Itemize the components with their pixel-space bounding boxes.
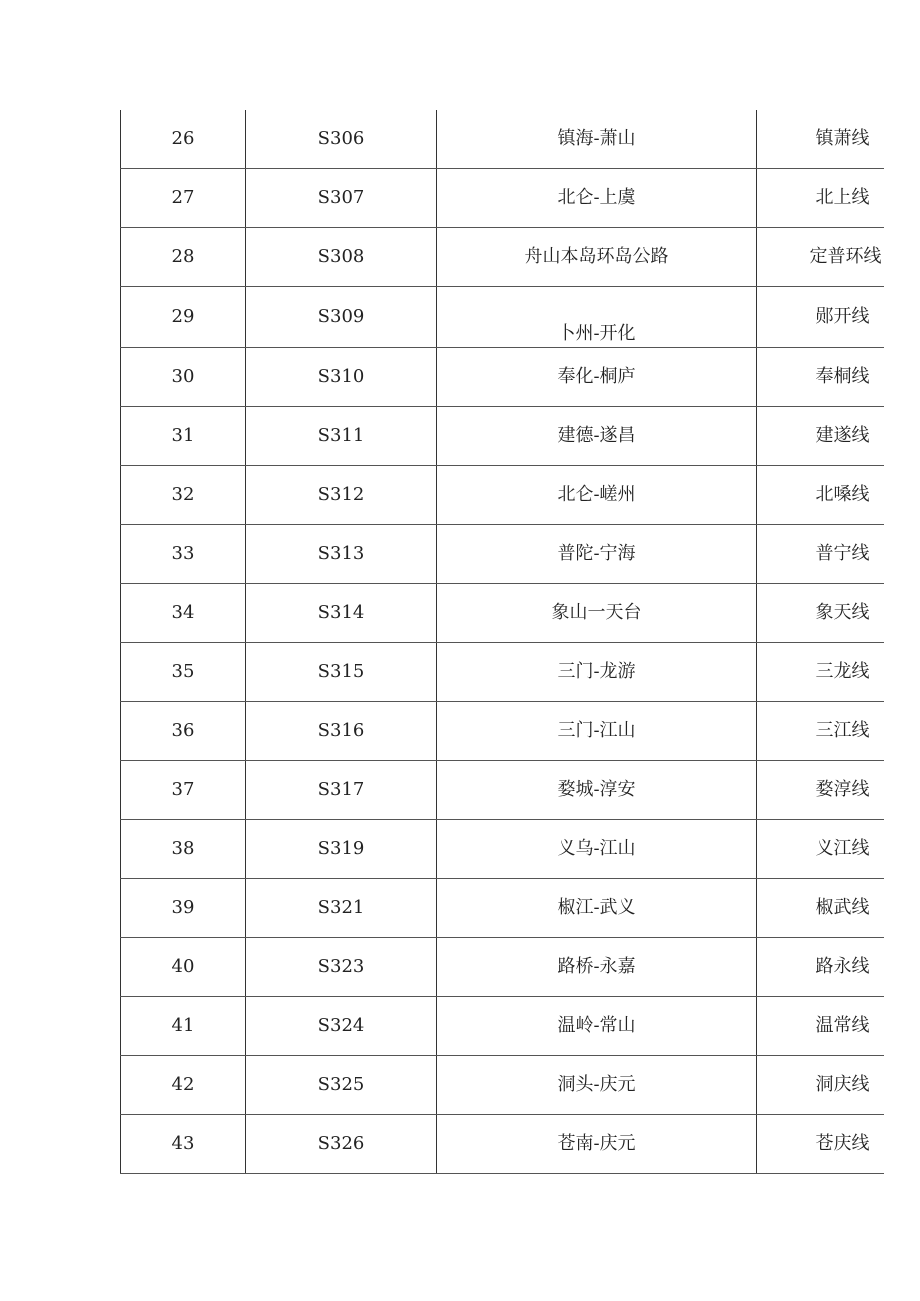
route-name: 郧开线: [757, 287, 884, 348]
route-name: 奉桐线: [757, 348, 884, 407]
road-code: S319: [246, 820, 437, 879]
row-number: 40: [121, 938, 246, 997]
road-code: S317: [246, 761, 437, 820]
route-endpoints: 普陀-宁海: [437, 525, 757, 584]
road-code: S326: [246, 1115, 437, 1174]
row-number: 30: [121, 348, 246, 407]
row-number: 41: [121, 997, 246, 1056]
table-row: [121, 879, 884, 938]
row-number: 36: [121, 702, 246, 761]
row-number: 32: [121, 466, 246, 525]
table-row: [121, 820, 884, 879]
route-endpoints: 舟山本岛环岛公路: [437, 228, 757, 287]
table-row: [121, 584, 884, 643]
table-row: [121, 525, 884, 584]
route-endpoints: 北仑-上虞: [437, 169, 757, 228]
route-endpoints: 婺城-淳安: [437, 761, 757, 820]
table-row: [121, 466, 884, 525]
row-number: 33: [121, 525, 246, 584]
row-number: 34: [121, 584, 246, 643]
table-row: [121, 702, 884, 761]
route-name: 三龙线: [757, 643, 884, 702]
route-name: 三江线: [757, 702, 884, 761]
row-number: 31: [121, 407, 246, 466]
route-endpoints: 椒江-武义: [437, 879, 757, 938]
road-code: S315: [246, 643, 437, 702]
table-row: [121, 228, 884, 287]
provincial-road-table: [120, 110, 884, 1174]
route-endpoints: 卜州-开化: [437, 287, 757, 348]
route-name: 路永线: [757, 938, 884, 997]
road-code: S316: [246, 702, 437, 761]
table-row: [121, 761, 884, 820]
route-endpoints: 苍南-庆元: [437, 1115, 757, 1174]
route-name: 镇萧线: [757, 110, 884, 169]
row-number: 27: [121, 169, 246, 228]
route-name: 建遂线: [757, 407, 884, 466]
road-code: S324: [246, 997, 437, 1056]
route-name: 象天线: [757, 584, 884, 643]
route-endpoints: 义乌-江山: [437, 820, 757, 879]
table-row: [121, 348, 884, 407]
road-code: S308: [246, 228, 437, 287]
route-endpoints: 北仑-嵯州: [437, 466, 757, 525]
route-endpoints: 洞头-庆元: [437, 1056, 757, 1115]
row-number: 37: [121, 761, 246, 820]
route-name: 婺淳线: [757, 761, 884, 820]
route-endpoints: 象山一天台: [437, 584, 757, 643]
route-name: 北嗓线: [757, 466, 884, 525]
road-code: S310: [246, 348, 437, 407]
row-number: 42: [121, 1056, 246, 1115]
road-code: S323: [246, 938, 437, 997]
road-code: S321: [246, 879, 437, 938]
route-name: 义江线: [757, 820, 884, 879]
road-code: S306: [246, 110, 437, 169]
road-code: S313: [246, 525, 437, 584]
table-row: [121, 287, 884, 348]
road-code: S314: [246, 584, 437, 643]
road-code: S307: [246, 169, 437, 228]
route-name: 普宁线: [757, 525, 884, 584]
table-row: [121, 110, 884, 169]
road-code: S311: [246, 407, 437, 466]
route-endpoints: 镇海-萧山: [437, 110, 757, 169]
row-number: 35: [121, 643, 246, 702]
table-row: [121, 1056, 884, 1115]
road-code: S325: [246, 1056, 437, 1115]
table-row: [121, 407, 884, 466]
route-endpoints: 三门-龙游: [437, 643, 757, 702]
route-endpoints: 路桥-永嘉: [437, 938, 757, 997]
row-number: 26: [121, 110, 246, 169]
route-endpoints: 温岭-常山: [437, 997, 757, 1056]
route-name: 苍庆线: [757, 1115, 884, 1174]
table-row: [121, 1115, 884, 1174]
table-body: [121, 110, 884, 1174]
table-row: [121, 169, 884, 228]
road-code: S309: [246, 287, 437, 348]
row-number: 38: [121, 820, 246, 879]
route-name: 温常线: [757, 997, 884, 1056]
route-name: 北上线: [757, 169, 884, 228]
route-name: 洞庆线: [757, 1056, 884, 1115]
table-row: [121, 997, 884, 1056]
row-number: 43: [121, 1115, 246, 1174]
table-row: [121, 643, 884, 702]
route-endpoints: 奉化-桐庐: [437, 348, 757, 407]
table-row: [121, 938, 884, 997]
row-number: 29: [121, 287, 246, 348]
road-code: S312: [246, 466, 437, 525]
route-name: 定普环线: [757, 228, 884, 287]
row-number: 39: [121, 879, 246, 938]
route-name: 椒武线: [757, 879, 884, 938]
route-endpoints: 建德-遂昌: [437, 407, 757, 466]
route-endpoints: 三门-江山: [437, 702, 757, 761]
row-number: 28: [121, 228, 246, 287]
